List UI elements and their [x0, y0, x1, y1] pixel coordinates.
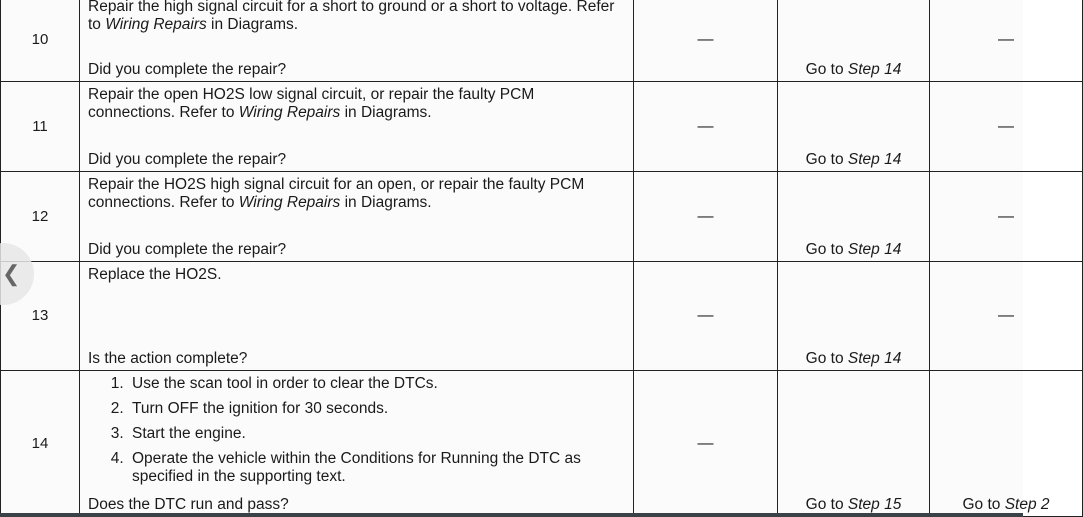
- yes-cell: [778, 172, 930, 262]
- action-text: Replace the HO2S.: [88, 266, 222, 283]
- procedure-list: [88, 375, 627, 486]
- wiring-repairs-ref: Wiring Repairs: [238, 194, 341, 211]
- yes-cell: [778, 262, 930, 371]
- no-cell: [930, 371, 1083, 517]
- yes-goto: Go to Step 14: [805, 241, 902, 258]
- no-cell: [930, 82, 1083, 172]
- chevron-left-icon: ❮: [2, 261, 21, 286]
- yes-cell: [778, 0, 930, 82]
- value-cell: [634, 371, 778, 517]
- no-dash: —: [998, 307, 1014, 324]
- no-cell: [930, 0, 1083, 82]
- list-item: 3. Start the engine.: [128, 425, 627, 443]
- yes-cell: [778, 371, 930, 517]
- value-dash: —: [697, 434, 714, 452]
- no-cell: [930, 172, 1083, 262]
- wiring-repairs-ref: Wiring Repairs: [238, 104, 341, 121]
- question-text: Did you complete the repair?: [88, 61, 287, 78]
- value-cell: [634, 0, 778, 82]
- table-row: [1, 82, 1083, 172]
- table-row: [1, 172, 1083, 262]
- value-cell: [634, 172, 778, 262]
- question-text: Is the action complete?: [88, 350, 248, 367]
- no-cell: [930, 262, 1083, 371]
- action-text: Repair the open HO2S low signal circuit, or repair the faulty PCM connections. Refer to: [88, 86, 535, 121]
- step-number: 10: [1, 0, 80, 82]
- no-dash: —: [998, 30, 1014, 48]
- action-cell: [80, 262, 634, 371]
- value-dash: —: [697, 30, 714, 48]
- yes-goto: Go to Step 14: [805, 350, 902, 367]
- no-dash: —: [998, 117, 1014, 135]
- action-text-end: in Diagrams.: [340, 104, 432, 121]
- value-cell: [634, 262, 778, 371]
- yes-goto: Go to Step 14: [805, 151, 902, 168]
- list-item: 2. Turn OFF the ignition for 30 seconds.: [128, 400, 627, 418]
- step-number: 12: [1, 172, 80, 262]
- table-row: [1, 262, 1083, 371]
- action-text-end: in Diagrams.: [340, 194, 432, 211]
- table-row: [1, 0, 1083, 82]
- value-dash: —: [697, 117, 714, 135]
- value-dash: —: [697, 207, 714, 225]
- action-cell: [80, 172, 634, 262]
- action-text: Repair the HO2S high signal circuit for an open, or repair the faulty PCM connections. Refer to: [88, 176, 585, 211]
- step-number: 14: [1, 371, 80, 517]
- no-dash: —: [998, 207, 1014, 225]
- bottom-divider: [0, 513, 1023, 517]
- action-cell: [80, 82, 634, 172]
- action-cell: [80, 371, 634, 517]
- no-goto: Go to Step 2: [962, 496, 1050, 513]
- question-text: Did you complete the repair?: [88, 151, 287, 168]
- table-row: [1, 371, 1083, 517]
- action-text: Repair the high signal circuit for a short to ground or a short to voltage. Refer to: [88, 0, 615, 33]
- question-text: Did you complete the repair?: [88, 241, 287, 258]
- yes-cell: [778, 82, 930, 172]
- question-text: Does the DTC run and pass?: [88, 496, 289, 513]
- step-number: 11: [1, 82, 80, 172]
- action-text-end: in Diagrams.: [206, 16, 299, 33]
- list-item: 4. Operate the vehicle within the Conditions for Running the DTC as specified in the supporting text.: [128, 450, 627, 486]
- action-cell: [80, 0, 634, 82]
- list-item: 1. Use the scan tool in order to clear the DTCs.: [128, 375, 627, 393]
- yes-goto: Go to Step 14: [805, 61, 902, 78]
- yes-goto: Go to Step 15: [805, 496, 902, 513]
- wiring-repairs-ref: Wiring Repairs: [105, 16, 207, 33]
- value-dash: —: [697, 307, 714, 324]
- step-number: 13: [1, 262, 80, 371]
- value-cell: [634, 82, 778, 172]
